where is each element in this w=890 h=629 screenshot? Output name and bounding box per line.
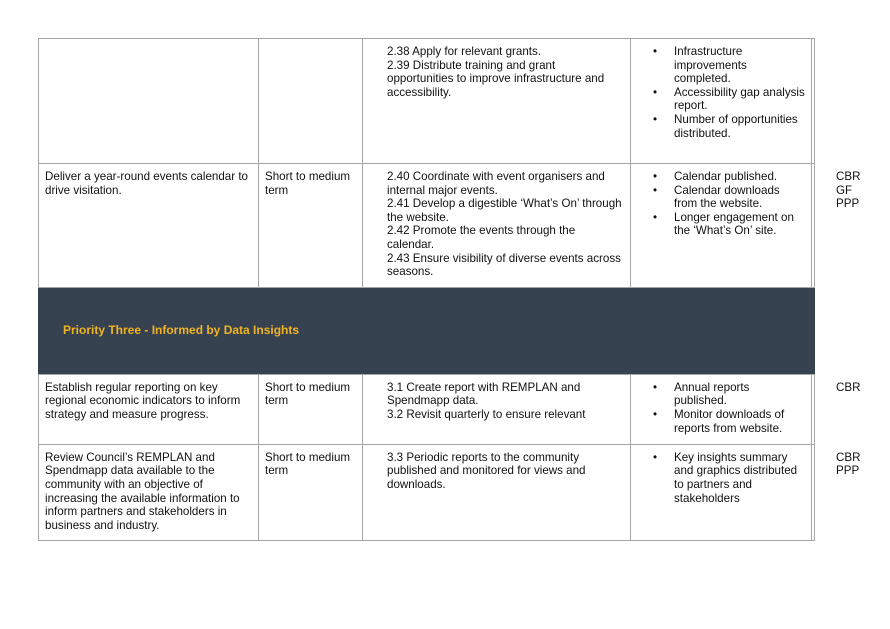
- task-item: 3.3 Periodic reports to the community published and monitored for views and downloads.: [387, 450, 586, 491]
- timeframe-cell: Short to medium term: [259, 164, 363, 288]
- action-cell: Deliver a year-round events calendar to drive visitation.: [39, 164, 259, 288]
- task-item: 2.41 Develop a digestible ‘What’s On’ through the website.: [387, 197, 622, 224]
- measure-bullet: • Accessibility gap analysis report.: [637, 86, 805, 113]
- action-cell: Review Council’s REMPLAN and Spendmapp data available to the community with an objective of increasing the available information to inform partners and stakeholders in business and industry.: [39, 444, 259, 541]
- task-item: 2.42 Promote the events through the calendar.: [387, 224, 576, 251]
- table-row: [39, 39, 815, 164]
- task-item: 2.43 Ensure visibility of diverse events across seasons.: [387, 251, 621, 279]
- partners-cell: CBR PPP: [812, 444, 815, 541]
- measure-bullet: • Longer engagement on the ‘What’s On’ site.: [637, 211, 805, 238]
- partners-cell: CBR: [812, 374, 815, 444]
- table-row: [39, 164, 815, 288]
- table-row: [39, 374, 815, 444]
- tasks-cell: [363, 444, 631, 541]
- partners-cell: CBR GF PPP: [812, 164, 815, 288]
- measures-cell: [631, 164, 812, 288]
- measure-bullet: • Number of opportunities distributed.: [637, 113, 805, 140]
- measure-bullet: • Annual reports published.: [637, 381, 805, 408]
- tasks-cell: [363, 164, 631, 288]
- partners-cell: [812, 39, 815, 164]
- measure-bullet: • Monitor downloads of reports from website.: [637, 408, 805, 435]
- task-item: 2.38 Apply for relevant grants.: [387, 45, 542, 58]
- action-plan-table: [38, 38, 861, 541]
- task-item: 2.39 Distribute training and grant opportunities to improve infrastructure and accessibility.: [387, 58, 605, 99]
- priority-band: [39, 287, 815, 374]
- measures-cell: [631, 374, 812, 444]
- timeframe-cell: [259, 39, 363, 164]
- task-item: 3.2 Revisit quarterly to ensure relevant: [387, 407, 586, 421]
- tasks-cell: [363, 39, 631, 164]
- table-row: [39, 444, 815, 541]
- measures-cell: [631, 444, 812, 541]
- tasks-cell: [363, 374, 631, 444]
- priority-title: Priority Three - Informed by Data Insights: [63, 322, 300, 337]
- measure-bullet: • Key insights summary and graphics distributed to partners and stakeholders: [637, 451, 805, 505]
- measure-bullet: • Infrastructure improvements completed.: [637, 45, 805, 86]
- action-cell: Establish regular reporting on key regional economic indicators to inform strategy and measure progress.: [39, 374, 259, 444]
- task-item: 2.40 Coordinate with event organisers and internal major events.: [387, 170, 605, 197]
- action-cell: [39, 39, 259, 164]
- timeframe-cell: Short to medium term: [259, 374, 363, 444]
- measures-cell: [631, 39, 812, 164]
- measure-bullet: • Calendar downloads from the website.: [637, 184, 805, 211]
- timeframe-cell: Short to medium term: [259, 444, 363, 541]
- measure-bullet: • Calendar published.: [637, 170, 805, 184]
- task-item: 3.1 Create report with REMPLAN and Spendmapp data.: [387, 380, 581, 408]
